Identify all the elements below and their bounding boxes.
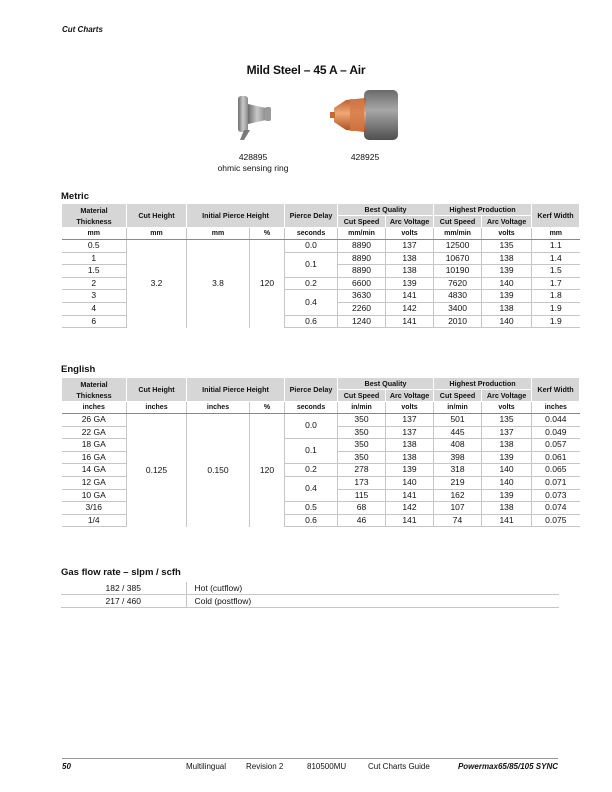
cell-hp-volt: 140 (482, 464, 532, 477)
col-bq-arc-voltage: Arc Voltage (386, 216, 434, 228)
cell-hp-speed: 7620 (434, 277, 482, 290)
cell-bq-speed: 173 (338, 476, 386, 489)
col-bq-cut-speed: Cut Speed (338, 216, 386, 228)
cell-thickness: 0.5 (62, 240, 127, 253)
cell-hp-volt: 138 (482, 302, 532, 315)
cell-hp-speed: 398 (434, 451, 482, 464)
cell-cut-height: 0.125 (127, 414, 187, 527)
retaining-cap-image (328, 86, 400, 144)
cell-hp-volt: 139 (482, 489, 532, 502)
cell-bq-speed: 350 (338, 414, 386, 427)
cell-hp-volt: 135 (482, 414, 532, 427)
cell-bq-volt: 137 (386, 240, 434, 253)
unit-cell: seconds (285, 228, 338, 240)
col-cut-height: Cut Height (127, 378, 187, 402)
cell-bq-volt: 140 (386, 476, 434, 489)
cell-hp-volt: 137 (482, 426, 532, 439)
cell-hp-speed: 10670 (434, 252, 482, 265)
cell-kerf: 0.071 (532, 476, 580, 489)
col-pierce-delay: Pierce Delay (285, 204, 338, 228)
cell-kerf: 0.044 (532, 414, 580, 427)
footer-doc-number: 810500MU (307, 762, 347, 771)
footer-product: Powermax65/85/105 SYNC (457, 762, 558, 771)
cell-pierce-height-pct: 120 (250, 240, 285, 328)
cell-kerf: 1.7 (532, 277, 580, 290)
unit-cell: inches (187, 402, 250, 414)
gas-flow-table (61, 582, 559, 608)
cell-thickness: 26 GA (62, 414, 127, 427)
cell-bq-volt: 137 (386, 426, 434, 439)
parts-row (0, 86, 612, 176)
col-initial-pierce-height: Initial Pierce Height (187, 378, 285, 402)
cell-bq-volt: 142 (386, 302, 434, 315)
cell-thickness: 18 GA (62, 439, 127, 452)
cell-bq-volt: 141 (386, 290, 434, 303)
col-kerf-width: Kerf Width (532, 204, 580, 228)
cell-pierce-height: 0.150 (187, 414, 250, 527)
unit-cell: volts (386, 402, 434, 414)
cell-hp-speed: 74 (434, 514, 482, 527)
cell-thickness: 1 (62, 252, 127, 265)
part-number-428895: 428895 (238, 152, 268, 162)
col-best-quality: Best Quality (338, 204, 434, 216)
col-cut-height: Cut Height (127, 204, 187, 228)
cell-bq-volt: 138 (386, 252, 434, 265)
cell-thickness: 4 (62, 302, 127, 315)
unit-cell: mm (127, 228, 187, 240)
cell-bq-volt: 138 (386, 451, 434, 464)
section-tag: Cut Charts (62, 25, 103, 34)
cell-pierce-delay: 0.0 (285, 414, 338, 439)
unit-cell: % (250, 228, 285, 240)
cell-hp-volt: 138 (482, 502, 532, 515)
cell-hp-speed: 445 (434, 426, 482, 439)
cell-bq-speed: 8890 (338, 252, 386, 265)
unit-cell: in/min (434, 402, 482, 414)
cell-bq-speed: 350 (338, 426, 386, 439)
cell-pierce-height-pct: 120 (250, 414, 285, 527)
col-hp-arc-voltage: Arc Voltage (482, 390, 532, 402)
cell-kerf: 1.9 (532, 302, 580, 315)
cell-kerf: 0.075 (532, 514, 580, 527)
cell-thickness: 3 (62, 290, 127, 303)
ohmic-sensing-ring-image (232, 90, 278, 142)
part-number-428925: 428925 (350, 152, 380, 162)
cell-pierce-delay: 0.2 (285, 464, 338, 477)
cell-bq-speed: 115 (338, 489, 386, 502)
cell-pierce-delay: 0.4 (285, 290, 338, 315)
cell-bq-volt: 141 (386, 315, 434, 328)
cell-hp-speed: 2010 (434, 315, 482, 328)
cell-hp-volt: 140 (482, 476, 532, 489)
cell-hp-volt: 138 (482, 252, 532, 265)
cell-bq-volt: 139 (386, 277, 434, 290)
table-row (62, 240, 580, 253)
cell-bq-volt: 138 (386, 439, 434, 452)
gas-flow-value: 182 / 385 (61, 582, 186, 595)
cell-pierce-delay: 0.5 (285, 502, 338, 515)
col-initial-pierce-height: Initial Pierce Height (187, 204, 285, 228)
unit-cell: % (250, 402, 285, 414)
cell-hp-speed: 12500 (434, 240, 482, 253)
cell-hp-speed: 408 (434, 439, 482, 452)
cell-cut-height: 3.2 (127, 240, 187, 328)
cell-bq-speed: 8890 (338, 240, 386, 253)
cell-kerf: 1.5 (532, 265, 580, 278)
col-hp-arc-voltage: Arc Voltage (482, 216, 532, 228)
cell-hp-volt: 139 (482, 451, 532, 464)
part-caption-428895: ohmic sensing ring (217, 163, 289, 173)
cell-hp-speed: 162 (434, 489, 482, 502)
cell-kerf: 1.9 (532, 315, 580, 328)
cell-kerf: 0.073 (532, 489, 580, 502)
unit-cell: volts (386, 228, 434, 240)
cell-bq-speed: 46 (338, 514, 386, 527)
unit-cell: mm (62, 228, 127, 240)
col-bq-cut-speed: Cut Speed (338, 390, 386, 402)
cell-thickness: 1/4 (62, 514, 127, 527)
cell-thickness: 1.5 (62, 265, 127, 278)
cell-pierce-delay: 0.6 (285, 315, 338, 328)
cell-hp-speed: 107 (434, 502, 482, 515)
cell-hp-speed: 219 (434, 476, 482, 489)
cell-bq-speed: 2260 (338, 302, 386, 315)
cell-bq-speed: 68 (338, 502, 386, 515)
unit-cell: volts (482, 402, 532, 414)
col-material-thickness: Material Thickness (62, 204, 127, 228)
col-pierce-delay: Pierce Delay (285, 378, 338, 402)
unit-cell: mm/min (338, 228, 386, 240)
cell-pierce-delay: 0.4 (285, 476, 338, 501)
cell-bq-volt: 138 (386, 265, 434, 278)
cell-bq-speed: 350 (338, 439, 386, 452)
unit-cell: inches (532, 402, 580, 414)
cell-hp-volt: 140 (482, 315, 532, 328)
cell-hp-speed: 10190 (434, 265, 482, 278)
col-hp-cut-speed: Cut Speed (434, 390, 482, 402)
cell-pierce-delay: 0.1 (285, 439, 338, 464)
english-heading: English (61, 364, 96, 375)
cell-hp-volt: 138 (482, 439, 532, 452)
table-row (61, 582, 559, 595)
metric-heading: Metric (61, 191, 89, 202)
cell-pierce-delay: 0.1 (285, 252, 338, 277)
cell-hp-volt: 139 (482, 265, 532, 278)
col-highest-production: Highest Production (434, 204, 532, 216)
cell-thickness: 22 GA (62, 426, 127, 439)
col-hp-cut-speed: Cut Speed (434, 216, 482, 228)
unit-cell: inches (62, 402, 127, 414)
cell-hp-speed: 501 (434, 414, 482, 427)
col-material-thickness: Material Thickness (62, 378, 127, 402)
unit-cell: volts (482, 228, 532, 240)
cell-thickness: 14 GA (62, 464, 127, 477)
cell-kerf: 0.049 (532, 426, 580, 439)
cell-hp-volt: 141 (482, 514, 532, 527)
cell-bq-speed: 6600 (338, 277, 386, 290)
unit-cell: in/min (338, 402, 386, 414)
cell-bq-volt: 141 (386, 514, 434, 527)
cell-hp-volt: 139 (482, 290, 532, 303)
col-bq-arc-voltage: Arc Voltage (386, 390, 434, 402)
cell-thickness: 10 GA (62, 489, 127, 502)
unit-cell: mm (187, 228, 250, 240)
cell-hp-volt: 140 (482, 277, 532, 290)
cell-hp-speed: 318 (434, 464, 482, 477)
footer-revision: Revision 2 (246, 762, 284, 771)
cell-kerf: 1.8 (532, 290, 580, 303)
col-best-quality: Best Quality (338, 378, 434, 390)
cell-thickness: 16 GA (62, 451, 127, 464)
cell-kerf: 1.4 (532, 252, 580, 265)
col-kerf-width: Kerf Width (532, 378, 580, 402)
metric-table (61, 203, 580, 328)
cell-kerf: 0.057 (532, 439, 580, 452)
unit-cell: mm (532, 228, 580, 240)
page-title: Mild Steel – 45 A – Air (246, 63, 366, 77)
cell-bq-volt: 137 (386, 414, 434, 427)
gas-flow-heading: Gas flow rate – slpm / scfh (61, 567, 181, 578)
table-row (62, 414, 580, 427)
units-row (62, 228, 580, 240)
unit-cell: seconds (285, 402, 338, 414)
cell-bq-speed: 350 (338, 451, 386, 464)
table-row (61, 595, 559, 608)
cell-pierce-delay: 0.6 (285, 514, 338, 527)
cell-bq-speed: 1240 (338, 315, 386, 328)
page-footer (62, 758, 558, 777)
cell-pierce-delay: 0.0 (285, 240, 338, 253)
col-highest-production: Highest Production (434, 378, 532, 390)
cell-kerf: 1.1 (532, 240, 580, 253)
cell-hp-speed: 4830 (434, 290, 482, 303)
cell-thickness: 2 (62, 277, 127, 290)
cell-thickness: 3/16 (62, 502, 127, 515)
cell-pierce-delay: 0.2 (285, 277, 338, 290)
cell-bq-volt: 139 (386, 464, 434, 477)
gas-flow-value: 217 / 460 (61, 595, 186, 608)
unit-cell: mm/min (434, 228, 482, 240)
cell-kerf: 0.065 (532, 464, 580, 477)
cell-thickness: 12 GA (62, 476, 127, 489)
cell-bq-volt: 141 (386, 489, 434, 502)
unit-cell: inches (127, 402, 187, 414)
cell-thickness: 6 (62, 315, 127, 328)
cell-bq-volt: 142 (386, 502, 434, 515)
cell-kerf: 0.061 (532, 451, 580, 464)
cell-hp-volt: 135 (482, 240, 532, 253)
gas-flow-label: Cold (postflow) (186, 595, 559, 608)
gas-flow-label: Hot (cutflow) (186, 582, 559, 595)
cell-pierce-height: 3.8 (187, 240, 250, 328)
cell-bq-speed: 3630 (338, 290, 386, 303)
cell-hp-speed: 3400 (434, 302, 482, 315)
cell-bq-speed: 278 (338, 464, 386, 477)
footer-guide: Cut Charts Guide (368, 762, 430, 771)
units-row (62, 402, 580, 414)
cell-kerf: 0.074 (532, 502, 580, 515)
page-number: 50 (62, 762, 71, 771)
english-table (61, 377, 580, 527)
cell-bq-speed: 8890 (338, 265, 386, 278)
footer-language: Multilingual (186, 762, 227, 771)
